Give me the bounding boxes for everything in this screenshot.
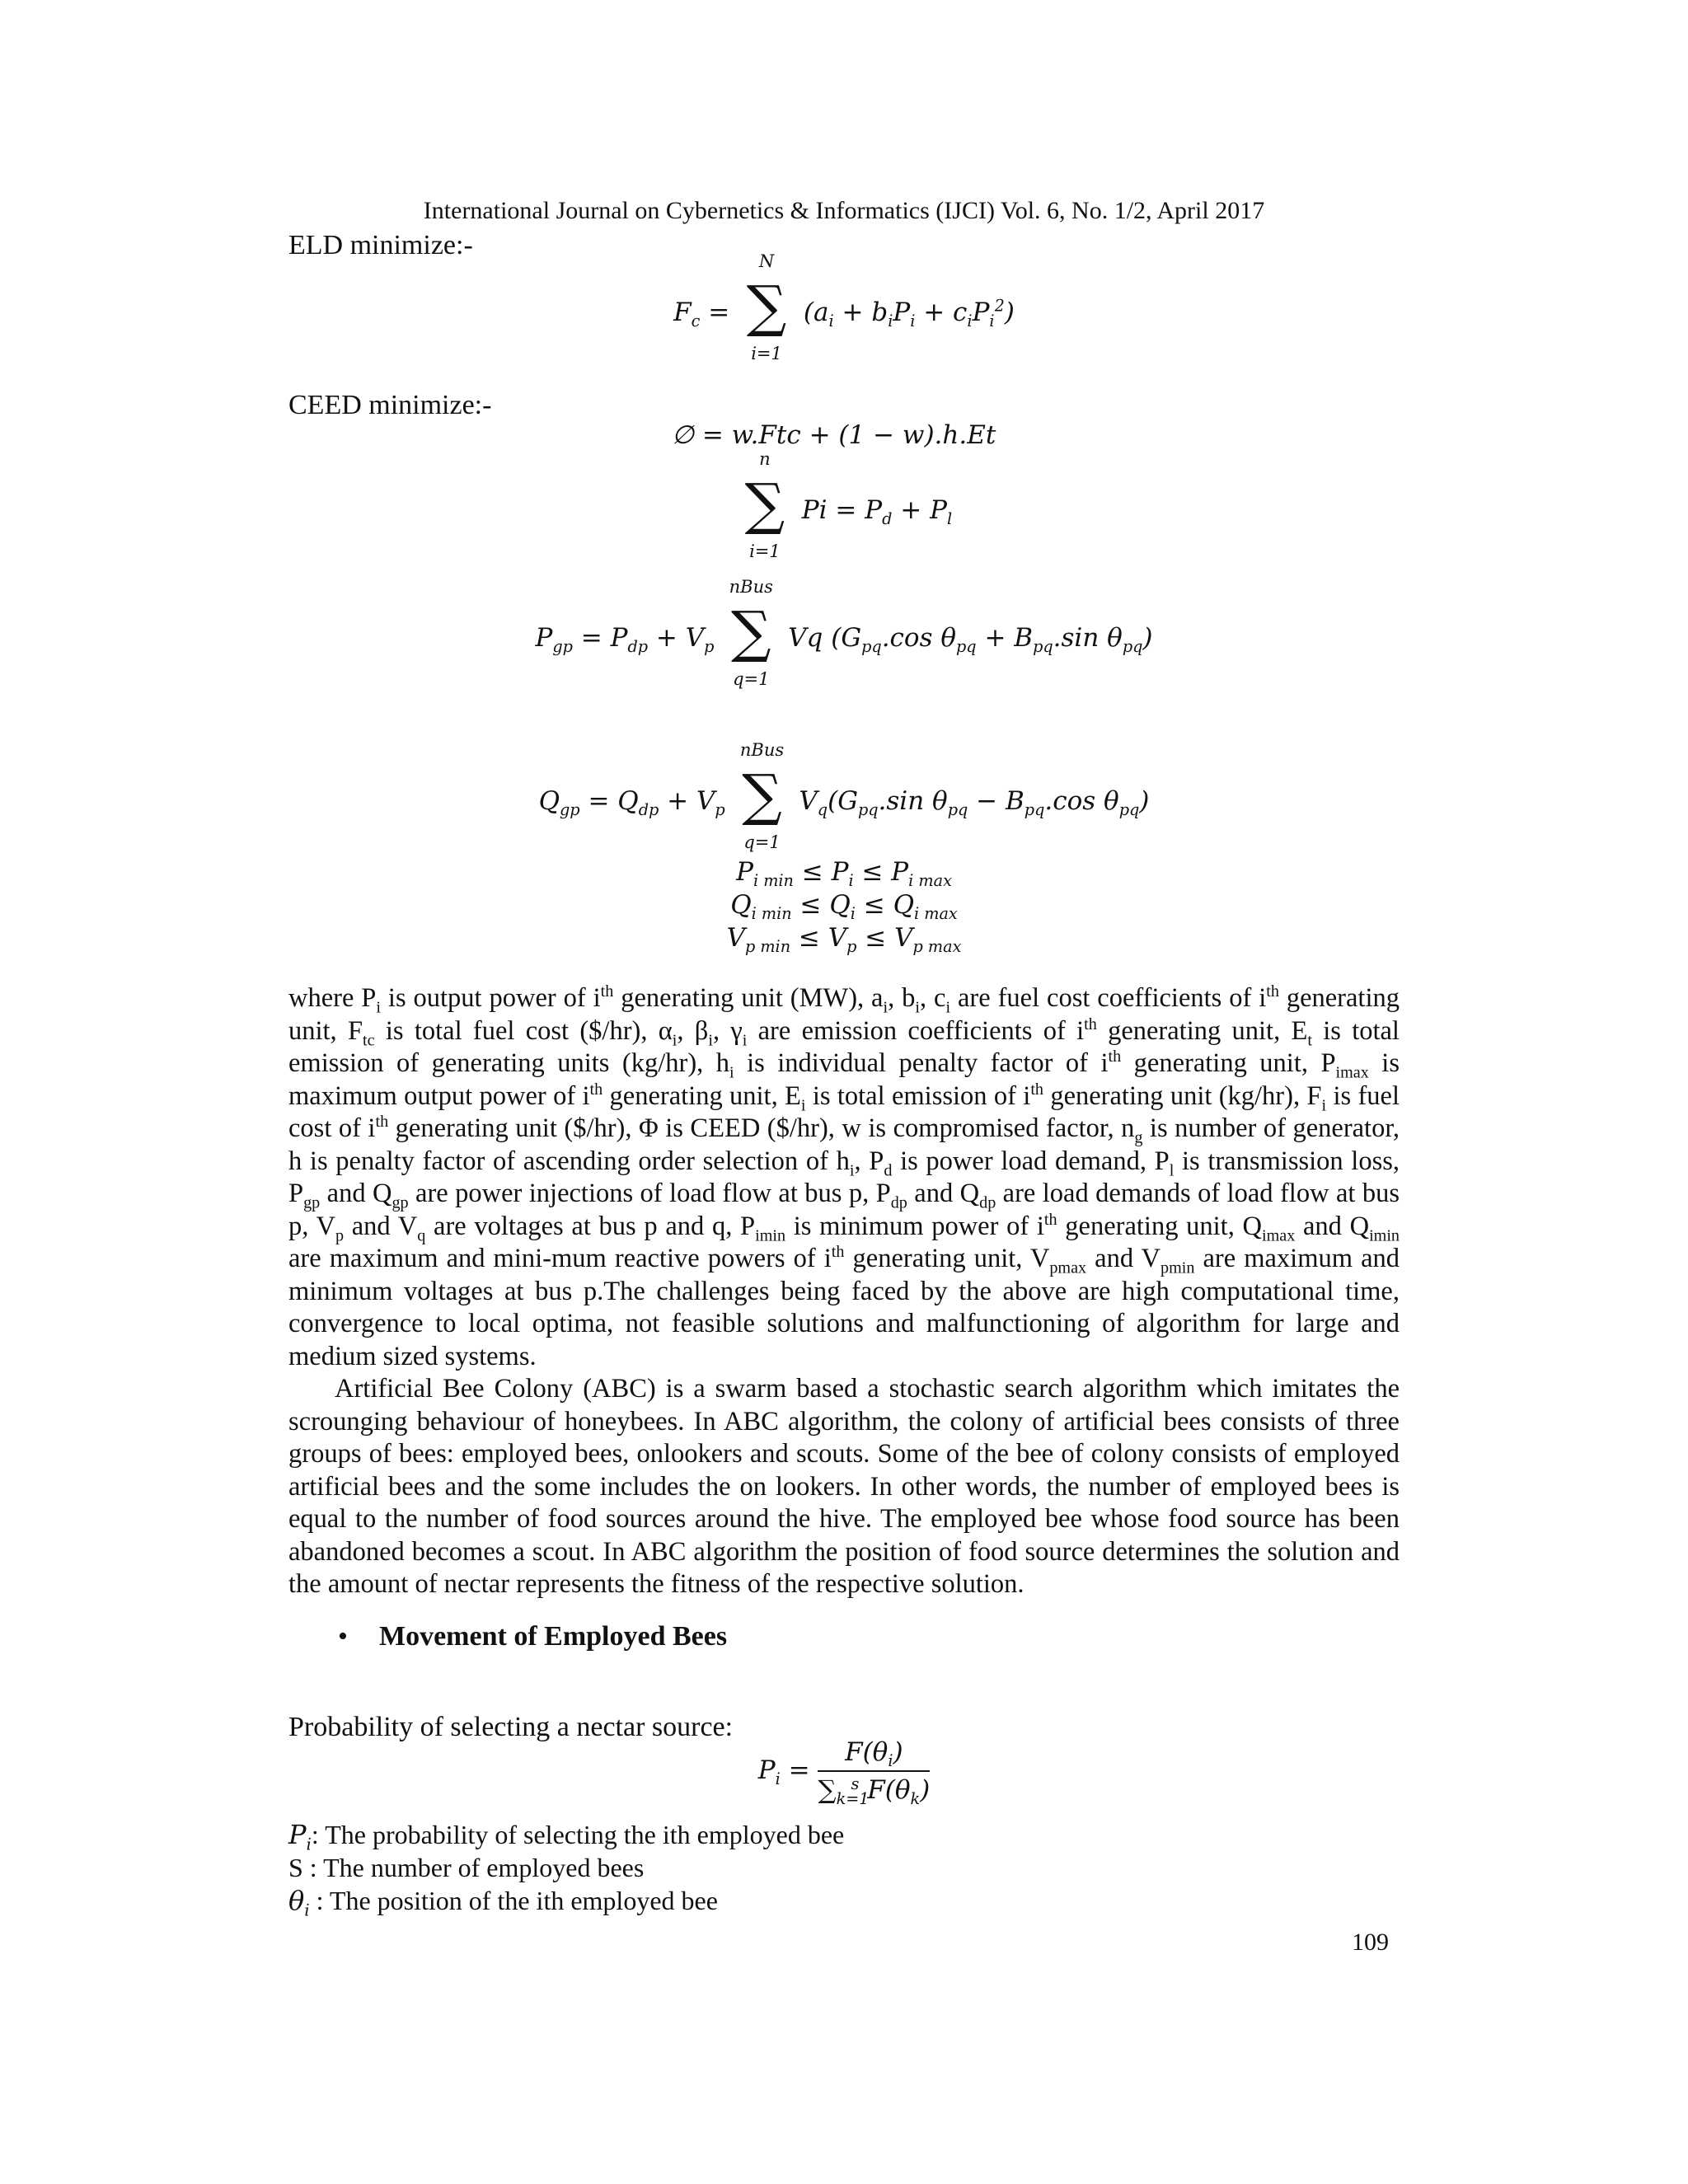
pgp-lhs: $P_{gp} = P_{dp} + V_p$ <box>535 622 715 656</box>
limit-q-equation: $Q_{i min} \le Q_i \le Q_{i max}$ <box>730 890 958 924</box>
eld-label: ELD minimize:- <box>288 230 473 260</box>
pi-symbol: $P_i$ <box>288 1819 312 1854</box>
pi-definition: : The probability of selecting the ith employed bee <box>311 1820 845 1849</box>
bullet-dot: • <box>338 1621 348 1652</box>
balance-sum-upper: n <box>759 449 771 469</box>
definition-list <box>288 1818 845 1920</box>
probability-label: Probability of selecting a nectar source: <box>288 1712 734 1742</box>
probability-fraction <box>818 1737 931 1809</box>
pgp-equation <box>0 577 1688 701</box>
definition-pi <box>288 1818 845 1854</box>
eld-sum-upper: N <box>758 251 775 271</box>
journal-header: International Journal on Cybernetics & Informatics (IJCI) Vol. 6, No. 1/2, April 2017 <box>423 197 1265 224</box>
definition-theta <box>288 1884 844 1920</box>
eld-equation-rhs: $(a_i + b_iP_i + c_iP_i^2)$ <box>803 296 1015 330</box>
pgp-summation <box>722 577 780 701</box>
limit-p-equation: $P_{i min} \le P_i \le P_{i max}$ <box>736 857 952 891</box>
where-paragraph: where $P_i$ is output power of $i^{th}$ generating unit (MW), $a_i$, $b_i$, $c_i$ are fuel cost coefficients of $i^{th}$ generating unit, $F_{tc}$ is total fuel cost ($/hr), $\alpha_i$, $\beta_i$, $\gamma_i$ are emission coefficients of $i^{th}$ generating unit, $E_t$ is total emission of generating units (kg/hr), $h_i$ is individual penalty factor of $i^{th}$ generating unit, $P_{imax}$ is maximum output power of $i^{th}$ generating unit, $E_i$ is total emission of $i^{th}$ generating unit (kg/hr), $F_i$ is fuel cost of $i^{th}$ generating unit ($/hr), Φ is CEED ($/hr), w is compromised factor, $n_g$ is number of generator, h is penalty factor of ascending order selection of $h_i$, $P_d$ is power load demand, $P_l$ is transmission loss, $P_{gp}$ and $Q_{gp}$ are power injections of load flow at bus p, $P_{dp}$ and $Q_{dp}$ are load demands of load flow at bus p, $V_p$ and $V_q$ are voltages at bus p and q, $P_{imin}$ is minimum power of $i^{th}$ generating unit, $Q_{imax}$ and $Q_{imin}$ are maximum and mini-mum reactive powers of $i^{th}$ generating unit, $V_{pmax}$ and $V_{pmin}$ are maximum and minimum voltages at bus p.The challenges being faced by the above are high computational time, convergence to local optima, not feasible solutions and malfunctioning of algorithm for large and medium sized systems. <box>288 982 1400 1371</box>
probability-formula <box>0 1737 1688 1809</box>
eld-summation <box>738 251 795 375</box>
abc-paragraph: Artificial Bee Colony (ABC) is a swarm based a stochastic search algorithm which imitates the scrounging behaviour of honeybees. In ABC algorithm, the colony of artificial bees consists of three groups of bees: employed bees, onlookers and scouts. Some of the bee of colony consists of employed artificial bees and the some includes the on lookers. In other words, the number of employed bees is equal to the number of food sources around the hive. The employed bee whose food source has been abandoned becomes a scout. In ABC algorithm the position of food source determines the solution and the amount of nectar represents the fitness of the respective solution. <box>288 1374 1400 1599</box>
ceed-label: CEED minimize:- <box>288 390 492 420</box>
balance-rhs: $Pi = P_d + P_l$ <box>801 494 953 528</box>
ceed-equation: ∅ = w.Ftc + (1 − w).h.Et <box>672 420 996 450</box>
theta-definition: : The position of the ith employed bee <box>309 1886 718 1915</box>
qgp-rhs: $V_q(G_{pq}.\sin$ $\theta_{pq} - B_{pq}.\cos$ $\theta_{pq}$) <box>799 785 1150 819</box>
fraction-numerator: $F(\theta_i)$ <box>818 1737 930 1772</box>
power-balance-equation <box>0 449 1688 573</box>
definition-s: S : The number of employed bees <box>288 1853 645 1882</box>
qgp-summation <box>734 740 791 864</box>
pgp-sum-upper: nBus <box>729 577 773 597</box>
probability-lhs: $P_i$ = <box>757 1755 810 1788</box>
qgp-lhs: $Q_{gp} = Q_{dp} + V_p$ <box>538 785 725 819</box>
fraction-denominator: $\sum_{k=1}^s$ $F(\theta_k)$ <box>818 1774 931 1809</box>
limit-v-equation: $V_{p min} \le V_p \le V_{p max}$ <box>726 923 962 957</box>
balance-sum-lower: i=1 <box>749 541 781 561</box>
qgp-sum-upper: nBus <box>739 740 785 760</box>
balance-summation <box>736 449 794 573</box>
bullet-heading <box>338 1620 727 1653</box>
bullet-heading-text: Movement of Employed Bees <box>379 1621 728 1652</box>
eld-sum-lower: i=1 <box>751 344 782 363</box>
pgp-sum-lower: q=1 <box>733 669 770 689</box>
summation-symbol: ∑ <box>746 274 787 340</box>
qgp-sum-lower: q=1 <box>743 832 781 852</box>
body-text <box>288 982 1400 1601</box>
page-number: 109 <box>1352 1929 1389 1956</box>
pgp-rhs: Vq ($G_{pq}.\cos$ $\theta_{pq} + B_{pq}.\sin$ $\theta_{pq}$) <box>788 622 1153 656</box>
summation-symbol: ∑ <box>731 600 771 665</box>
summation-symbol: ∑ <box>742 763 782 828</box>
summation-symbol: ∑ <box>744 472 785 537</box>
qgp-equation <box>0 740 1688 864</box>
eld-equation <box>0 251 1688 375</box>
eld-equation-lhs: $F_c$ = <box>673 297 730 330</box>
theta-symbol: $\theta_i$ <box>288 1885 310 1920</box>
